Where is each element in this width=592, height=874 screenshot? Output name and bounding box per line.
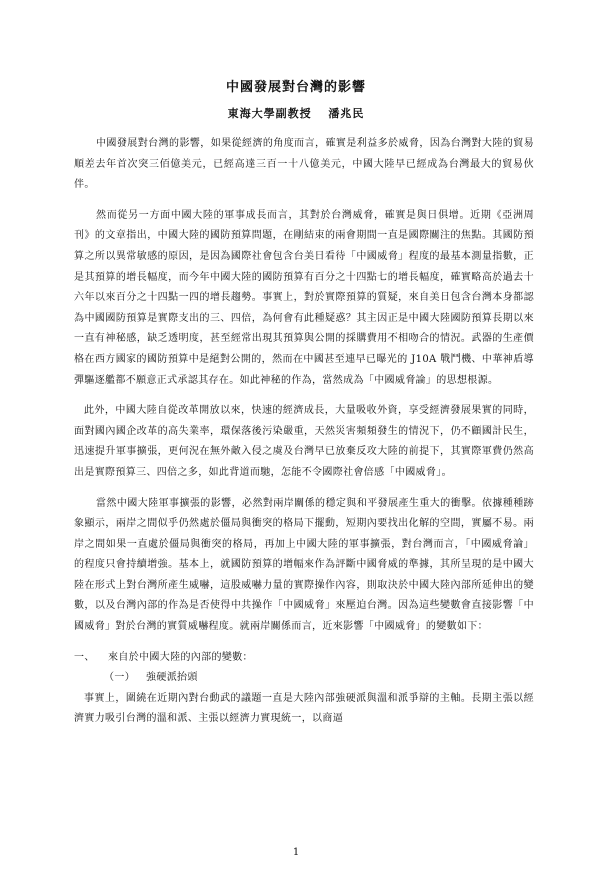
- subsection-title: 強硬派抬頭: [146, 672, 198, 684]
- paragraph-4: 當然中國大陸軍事擴張的影響，必然對兩岸關係的穩定與和平發展產生重大的衝擊。依據種種跡象顯示，兩岸之間似乎仍然處於僵局與衝突的格局下擺動，短期內要找出化解的空間，實屬不易。兩岸之間如果一直處於僵局與衝突的格局，再加上中國大陸的軍事擴張，對台灣而言，「中國威脅論」的程度只會持續增強。基本上，就國防預算的增幅來作為評斷中國脅威的準據，其所呈現的是中國大陸在形式上對台灣所產生威嚇，這股威嚇力量的實際操作內容，則取決於中國大陸內部所延伸出的變數，以及台灣內部的作為是否使得中共操作「中國威脅」來壓迫台灣。因為這些變數會直接影響「中國威脅」對於台灣的實質威嚇程度。就兩岸關係而言，近來影響「中國威脅」的變數如下：: [74, 497, 534, 633]
- subsection-heading: [74, 668, 534, 689]
- section-title: 來自於中國大陸的內部的變數：: [108, 651, 253, 663]
- document-title: 中國發展對台灣的影響: [225, 80, 366, 95]
- paragraph-2: 然而從另一方面中國大陸的軍事成長而言，其對於台灣威脅，確實是與日俱增。近期《亞洲周刊》的文章指出，中國大陸的國防預算問題，在剛結束的兩會期間一直是國際關注的焦點。其國防預算之所以異常敏感的原因，是因為國際社會包含台美日看待「中國威脅」程度的最基本測量指數，正是其預算的增長幅度，而今年中國大陸的國防預算有百分之十四點七的增長幅度，確實略高於過去十六年以來百分之十四點一四的增長趨勢。事實上，對於實際預算的質疑，來自美日包含台灣本身都認為中國國防預算是實際支出的三、四倍，為何會有此種疑惑？其主因正是中國大陸國防預算長期以來一直有神秘感，缺乏透明度，甚至經常出現其預算與公開的採購費用不相吻合的情況。武器的生產價格在西方國家的國防預算中是絕對公開的，然而在中國甚至連早已曝光的 J10A 戰鬥機、中華神盾導彈驅逐艦都不願意正式承認其存在。如此神秘的作為，當然成為「中國威脅論」的思想根源。: [74, 209, 534, 386]
- paragraph-1: 中國發展對台灣的影響，如果從經濟的角度而言，確實是利益多於威脅，因為台灣對大陸的貿易順差去年首次突三佰億美元，已經高達三百一十八億美元，中國大陸早已經成為台灣最大的貿易伙伴。: [74, 138, 534, 191]
- author-affiliation: 東海大學副教授: [227, 107, 312, 120]
- author-name: 潘兆民: [328, 107, 365, 120]
- section-number: 一、: [74, 651, 95, 663]
- document-body: [74, 134, 534, 740]
- paragraph-3: 此外，中國大陸自從改革開放以來，快速的經濟成長，大量吸收外資，享受經濟發展果實的同時，面對國內國企改革的高失業率，環保落後污染嚴重，天然災害頻頻發生的情況下，仍不顧國計民生，迅速提升軍事擴張，更何況在無外敵入侵之虞及台灣早已放棄反攻大陸的前提下，其實際軍費仍然高出是實際預算三、四倍之多，如此背道而馳，怎能不令國際社會倍感「中國威脅」。: [74, 405, 534, 478]
- subsection-number: （一）: [104, 672, 136, 684]
- section-heading: [74, 648, 534, 669]
- author-line: [0, 105, 592, 121]
- paragraph-5: 事實上，圍繞在近期內對台動武的議題一直是大陸內部強硬派與溫和派爭辯的主軸。長期主張以經濟實力吸引台灣的溫和派、主張以經濟力實現統一，以商逼: [74, 692, 534, 725]
- page-number: 1: [292, 847, 300, 858]
